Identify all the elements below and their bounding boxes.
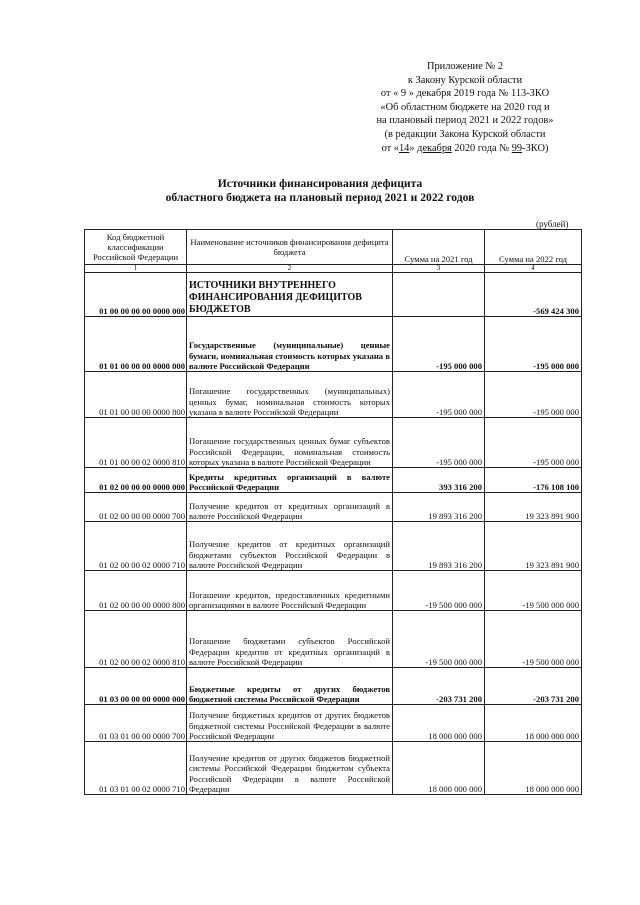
table-row [85,668,582,705]
row-2022: -195 000 000 [485,418,582,468]
row-2021: 19 893 316 200 [393,522,485,571]
table-row [85,468,582,493]
row-name: Получение бюджетных кредитов от других бюджетов бюджетной системы Российской Федерации в валюте Российской Федерации [187,705,393,742]
row-2021: -19 500 000 000 [393,571,485,611]
amend-month: декабря [417,142,452,154]
title-line: Источники финансирования дефицита [217,177,423,190]
row-name: Государственные (муниципальные) ценные бумаги, номинальная стоимость которых указана в валюте Российской Федерации [187,317,393,372]
row-2022: 18 000 000 000 [485,705,582,742]
table-row [85,418,582,468]
row-code: 01 03 01 00 02 0000 710 [85,742,187,795]
row-code: 01 02 00 00 00 0000 800 [85,571,187,611]
row-code: 01 01 00 00 02 0000 810 [85,418,187,468]
table-row [85,611,582,668]
row-2021: -203 731 200 [393,668,485,705]
appendix-line: от « 9 » декабря 2019 года № 113-ЗКО [380,88,550,100]
table-row [85,522,582,571]
units-label: (рублей) [536,219,569,229]
appendix-block [340,60,590,155]
row-name: Погашение государственных ценных бумаг субъектов Российской Федерации, номинальная стоимость которых указана в валюте Российской Федерации [187,418,393,468]
column-number-row [85,265,582,273]
row-2022: -203 731 200 [485,668,582,705]
table-header-row [85,230,582,265]
row-2021: 393 316 200 [393,468,485,493]
row-code: 01 01 00 00 00 0000 800 [85,372,187,418]
row-2022: 18 000 000 000 [485,742,582,795]
row-code: 01 03 00 00 00 0000 000 [85,668,187,705]
row-2021: -19 500 000 000 [393,611,485,668]
amend-number: 99 [511,142,523,154]
header-2022: Сумма на 2022 год [485,230,582,265]
row-code: 01 02 00 00 02 0000 710 [85,522,187,571]
amend-day: 14 [398,142,410,154]
amend-text: » [409,142,418,154]
row-code: 01 02 00 00 00 0000 000 [85,468,187,493]
row-2022: -176 108 100 [485,468,582,493]
header-code: Код бюджетной классификации Российской Федерации [85,230,187,265]
header-2021: Сумма на 2021 год [393,230,485,265]
amend-text: от « [381,142,399,154]
appendix-line: Приложение № 2 [426,61,504,72]
row-2022: 19 323 891 900 [485,493,582,522]
table-row [85,571,582,611]
row-2021: -195 000 000 [393,372,485,418]
table-row [85,705,582,742]
table-row [85,493,582,522]
row-code: 01 00 00 00 00 0000 000 [85,273,187,317]
sources-table [84,229,582,795]
row-code: 01 02 00 00 00 0000 700 [85,493,187,522]
col-number: 1 [85,265,187,273]
appendix-line: «Об областном бюджете на 2020 год и [380,101,550,113]
table-row [85,742,582,795]
appendix-line-amendment [340,142,590,156]
table-row [85,273,582,317]
row-2021: 19 893 316 200 [393,493,485,522]
row-name: Погашение бюджетами субъектов Российской Федерации кредитов от кредитных организаций в валюте Российской Федерации [187,611,393,668]
row-2022: -19 500 000 000 [485,571,582,611]
row-2021: 18 000 000 000 [393,742,485,795]
row-code: 01 01 00 00 00 0000 000 [85,317,187,372]
amend-text: 2020 года № [451,142,512,154]
col-number: 3 [393,265,485,273]
row-name: Получение кредитов от других бюджетов бюджетной системы Российской Федерации бюджетом субъекта Российской Федерации в валюте Российской Федерации [187,742,393,795]
table-row [85,317,582,372]
row-2021: 18 000 000 000 [393,705,485,742]
row-2022: -19 500 000 000 [485,611,582,668]
table-row [85,372,582,418]
row-code: 01 02 00 00 02 0000 810 [85,611,187,668]
row-2022: -195 000 000 [485,372,582,418]
row-name: Получение кредитов от кредитных организаций в валюте Российской Федерации [187,493,393,522]
row-name: Погашение кредитов, предоставленных кредитными организациями в валюте Российской Федерации [187,571,393,611]
header-name: Наименование источников финансирования дефицита бюджета [187,230,393,265]
row-2022: -569 424 300 [485,273,582,317]
appendix-line: к Закону Курской области [407,74,523,86]
col-number: 2 [187,265,393,273]
row-name: Получение кредитов от кредитных организаций бюджетами субъектов Российской Федерации в валюте Российской Федерации [187,522,393,571]
row-code: 01 03 01 00 00 0000 700 [85,705,187,742]
document-title [0,177,640,205]
row-2021: -195 000 000 [393,418,485,468]
appendix-line: (в редакции Закона Курской области [384,128,546,140]
row-2021 [393,273,485,317]
row-name: Бюджетные кредиты от других бюджетов бюджетной системы Российской Федерации [187,668,393,705]
col-number: 4 [485,265,582,273]
row-name: Кредиты кредитных организаций в валюте Российской Федерации [187,468,393,493]
row-name: Погашение государственных (муниципальных) ценных бумаг, номинальная стоимость которых указана в валюте Российской Федерации [187,372,393,418]
appendix-line: на плановый период 2021 и 2022 годов» [376,115,554,127]
amend-text: -ЗКО) [522,142,549,154]
title-line: областного бюджета на плановый период 2021 и 2022 годов [165,191,475,204]
row-name: ИСТОЧНИКИ ВНУТРЕННЕГО ФИНАНСИРОВАНИЯ ДЕФИЦИТОВ БЮДЖЕТОВ [187,273,393,317]
row-2022: -195 000 000 [485,317,582,372]
row-2021: -195 000 000 [393,317,485,372]
row-2022: 19 323 891 900 [485,522,582,571]
